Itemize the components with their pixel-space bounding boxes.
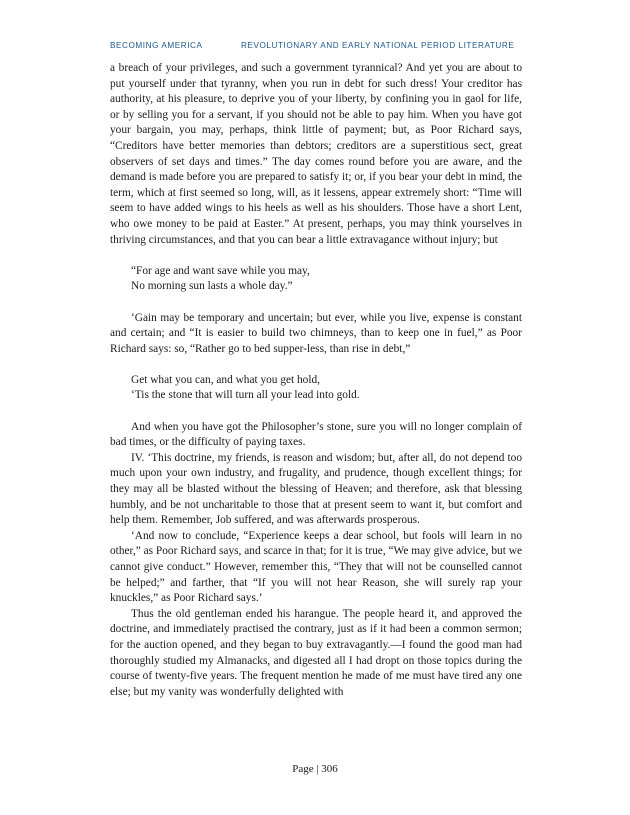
paragraph-2: ‘Gain may be temporary and uncertain; but ever, while you live, expense is constant and certain; and “It is easier to build two chimneys, than to keep one in fuel,” as Poor Richard says: so, “Rather go to bed supper-less, than rise in debt,” [110, 311, 522, 355]
verse-line: ‘Tis the stone that will turn all your lead into gold. [131, 389, 360, 402]
page-number: Page | 306 [292, 763, 338, 775]
section-title: REVOLUTIONARY AND EARLY NATIONAL PERIOD LITERATURE [241, 41, 515, 50]
book-title: BECOMING AMERICA [110, 41, 203, 50]
verse-block-2 [131, 373, 522, 404]
verse-line: No morning sun lasts a whole day.” [131, 280, 293, 293]
paragraph-3: And when you have got the Philosopher’s stone, sure you will no longer complain of bad times, or the difficulty of paying taxes. [110, 420, 522, 449]
verse-line: Get what you can, and what you get hold, [131, 373, 321, 386]
paragraph-4: IV. ‘This doctrine, my friends, is reason and wisdom; but, after all, do not depend too much upon your own industry, and frugality, and prudence, though excellent things; for they may all be blasted without the blessing of Heaven; and therefore, ask that blessing humbly, and be not uncharitable to those that at present seem to want it, but comfort and help them. Remember, Job suffered, and was afterwards prosperous. [110, 451, 522, 527]
verse-block-1 [131, 264, 522, 295]
body-text [110, 61, 522, 700]
paragraph-5: ‘And now to conclude, “Experience keeps a dear school, but fools will learn in no other,” as Poor Richard says, and scarce in that; for it is true, “We may give advice, but we cannot give conduct.” However, remember this, “They that will not be counselled cannot be helped;” and farther, that “If you will not hear Reason, she will surely rap your knuckles,” as Poor Richard says.’ [110, 529, 522, 605]
paragraph-1: a breach of your privileges, and such a government tyrannical? And yet you are about to put yourself under that tyranny, when you run in debt for such dress! Your creditor has authority, at his pleasure, to deprive you of your liberty, by confining you in gaol for life, or by selling you for a servant, if you should not be able to pay him. When you have got your bargain, you may, perhaps, think little of payment; but, as Poor Richard says, “Creditors have better memories than debtors; creditors are a superstitious sect, great observers of set days and times.” The day comes round before you are aware, and the demand is made before you are prepared to satisfy it; or, if you bear your debt in mind, the term, which at first seemed so long, will, as it lessens, appear extremely short: “Time will seem to have added wings to his heels as well as his shoulders. Those have a short Lent, who owe money to be paid at Easter.” At present, perhaps, you may think yourselves in thriving circumstances, and that you can bear a little extravagance without injury; but [110, 62, 522, 246]
verse-line: “For age and want save while you may, [131, 264, 310, 277]
paragraph-6: Thus the old gentleman ended his harangue. The people heard it, and approved the doctrine, and immediately practised the contrary, just as if it had been a common sermon; for the auction opened, and they began to buy extravagantly.—I found the good man had thoroughly studied my Almanacks, and digested all I had dropt on those topics during the course of twenty-five years. The frequent mention he made of me must have tired any one else; but my vanity was wonderfully delighted with [110, 607, 522, 698]
